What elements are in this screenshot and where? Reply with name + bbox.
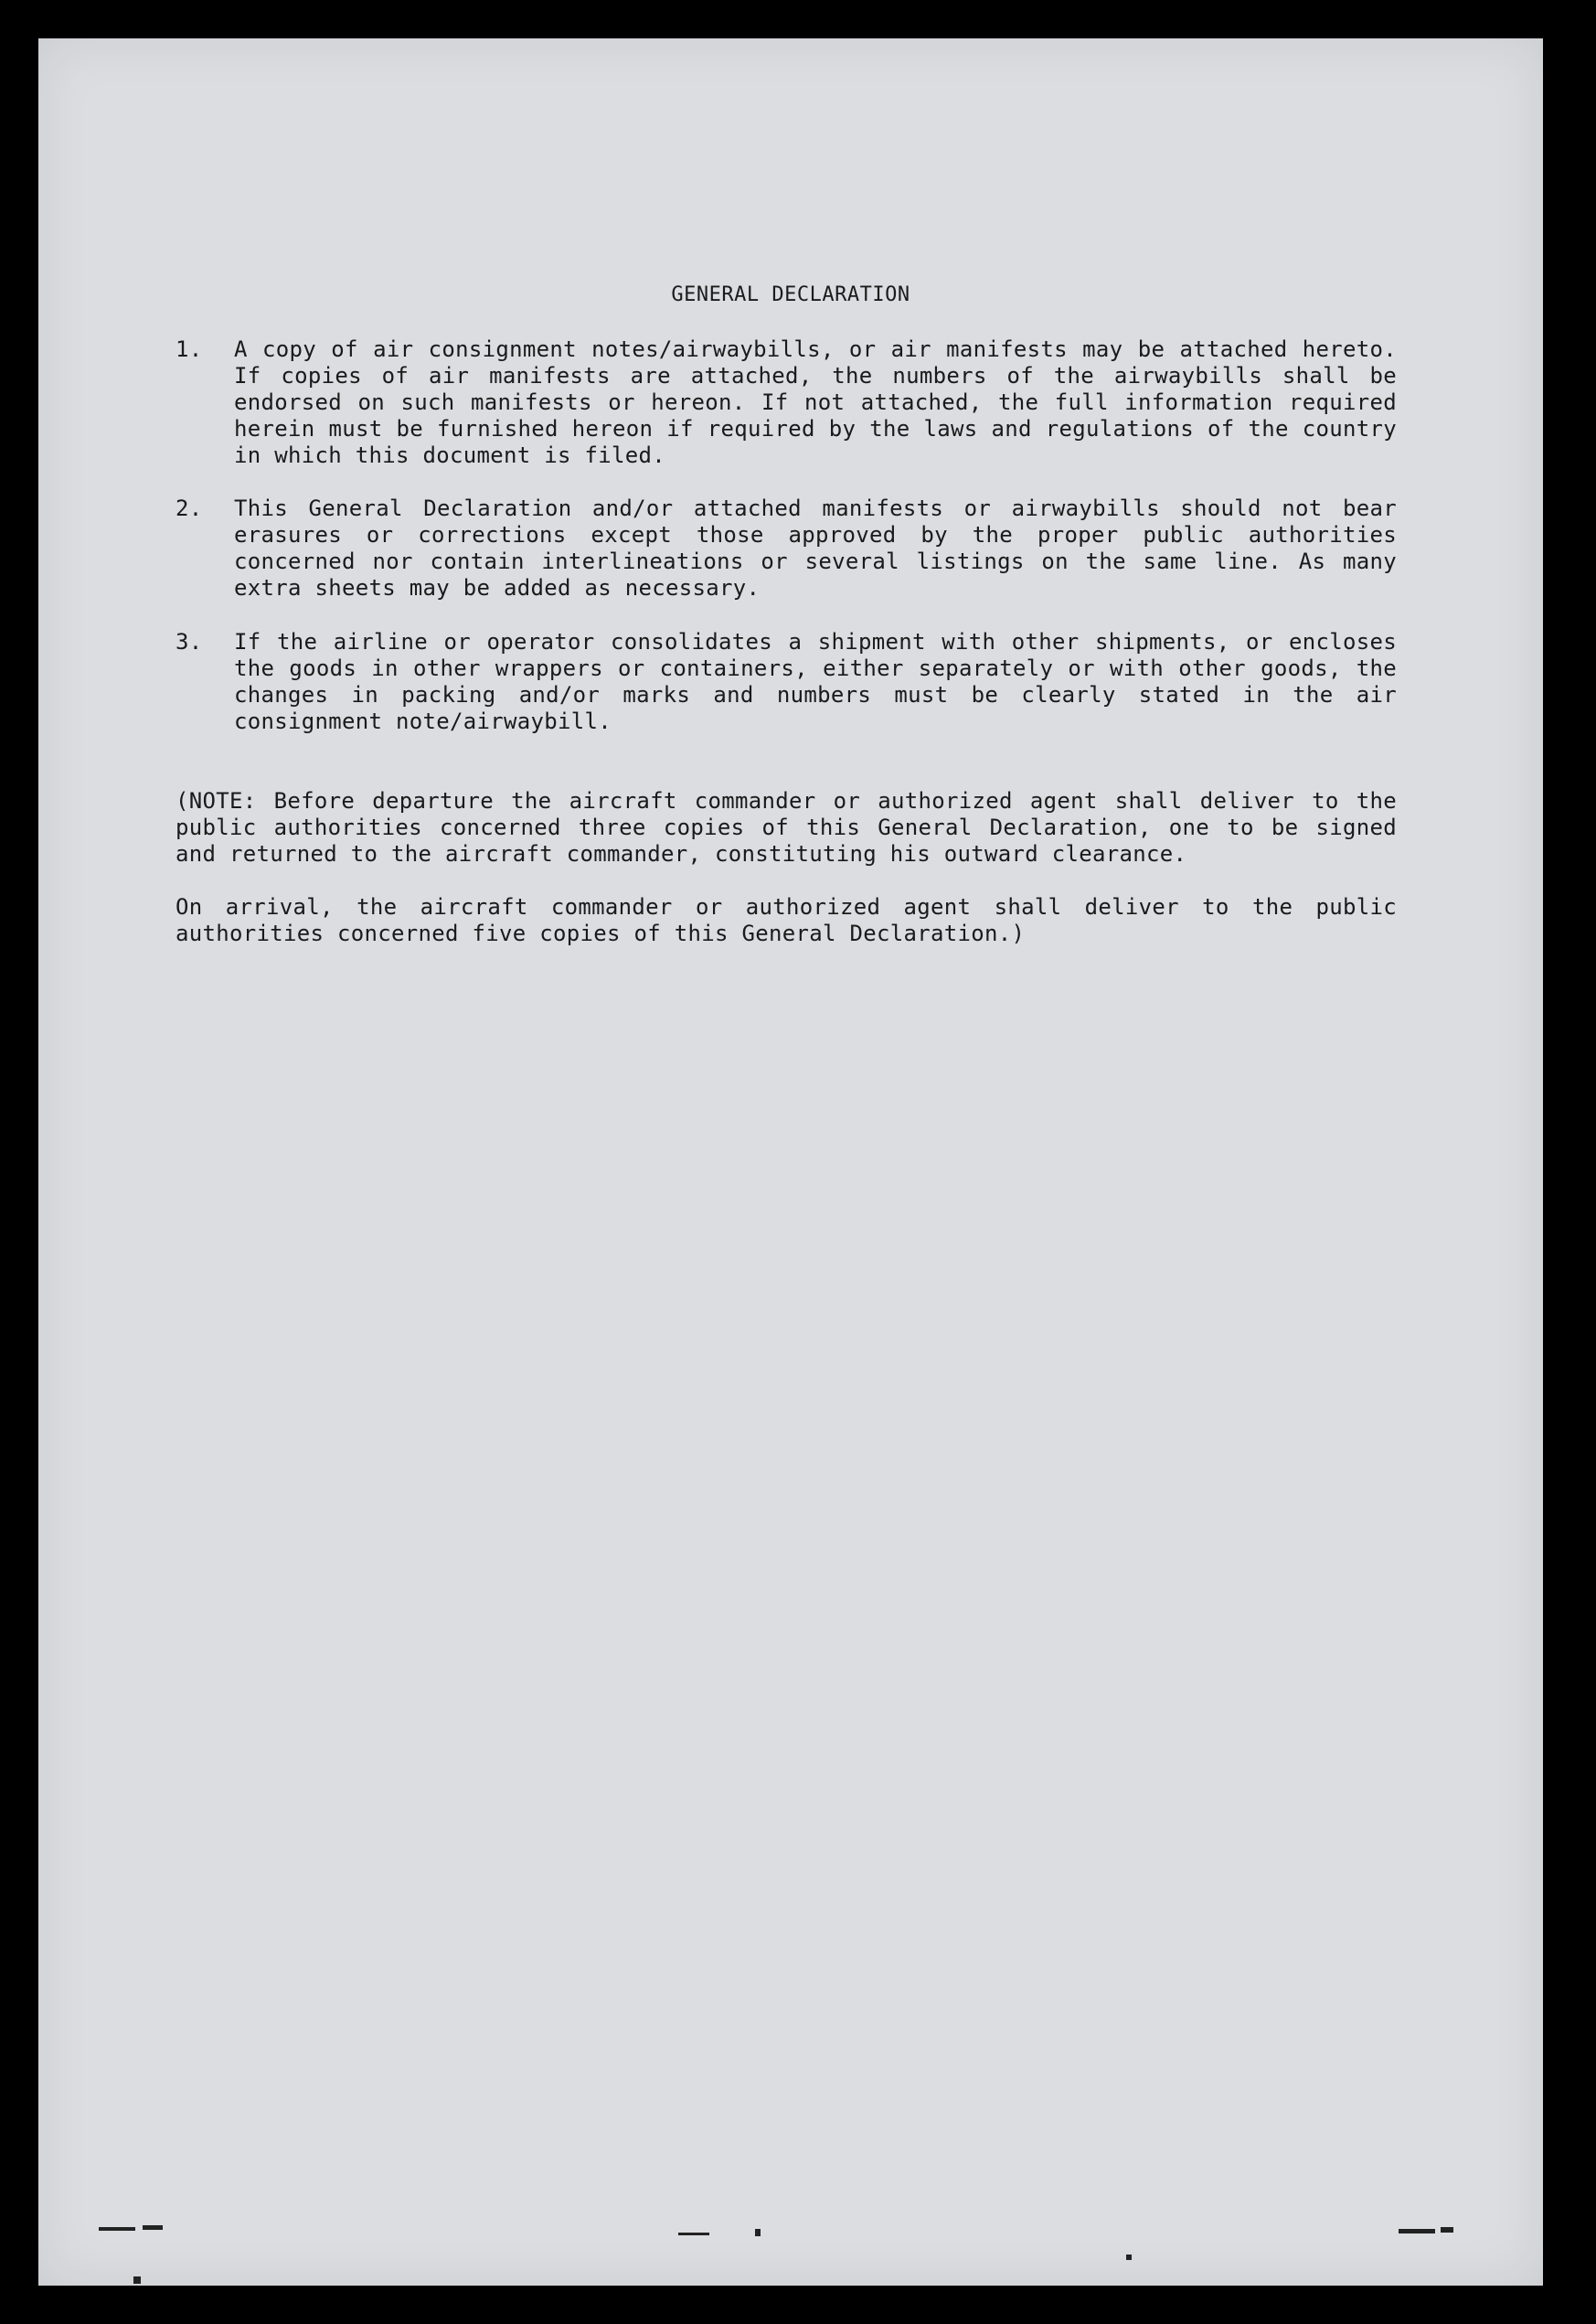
scan-mark <box>1441 2227 1453 2233</box>
scan-mark <box>1126 2255 1132 2260</box>
scan-mark <box>678 2233 709 2235</box>
declaration-item-3 <box>176 629 1446 739</box>
note-arrival: On arrival, the aircraft commander or authorized agent shall deliver to the public authorities concerned five copies of this General Declaration.) <box>176 894 1397 946</box>
note-departure: (NOTE: Before departure the aircraft commander or authorized agent shall deliver to the public authorities concerned three copies of this General Declaration, one to be signed and returned to the aircraft commander, constituting his outward clearance. <box>176 788 1397 867</box>
item-number: 3. <box>176 629 203 655</box>
scan-mark <box>1399 2229 1435 2233</box>
declaration-item-2 <box>176 496 1446 605</box>
scan-mark <box>99 2227 135 2231</box>
item-text: If the airline or operator consolidates a shipment with other shipments, or encloses the goods in other wrappers or containers, either separately or with other goods, the changes in packing and/or marks and numbers must be clearly stated in the air consignment note/airwaybill. <box>234 629 1397 734</box>
item-text: This General Declaration and/or attached manifests or airwaybills should not bear erasures or corrections except those approved by the proper public authorities concerned nor contain interlineations or several listings on the same line. As many extra sheets may be added as necessary. <box>234 496 1397 601</box>
document-title: GENERAL DECLARATION <box>671 283 910 306</box>
declaration-item-1 <box>176 336 1446 474</box>
item-text: A copy of air consignment notes/airwaybills, or air manifests may be attached hereto. If copies of air manifests are attached, the numbers of the airwaybills shall be endorsed on such manifests or hereon. If not attached, the full information required herein must be furnished hereon if required by the laws and regulations of the country in which this document is filed. <box>234 336 1397 468</box>
scan-mark <box>755 2229 761 2236</box>
item-number: 1. <box>176 336 203 362</box>
scan-mark <box>143 2225 163 2230</box>
document-page <box>38 38 1543 2286</box>
item-number: 2. <box>176 496 203 521</box>
scan-mark <box>133 2276 141 2284</box>
